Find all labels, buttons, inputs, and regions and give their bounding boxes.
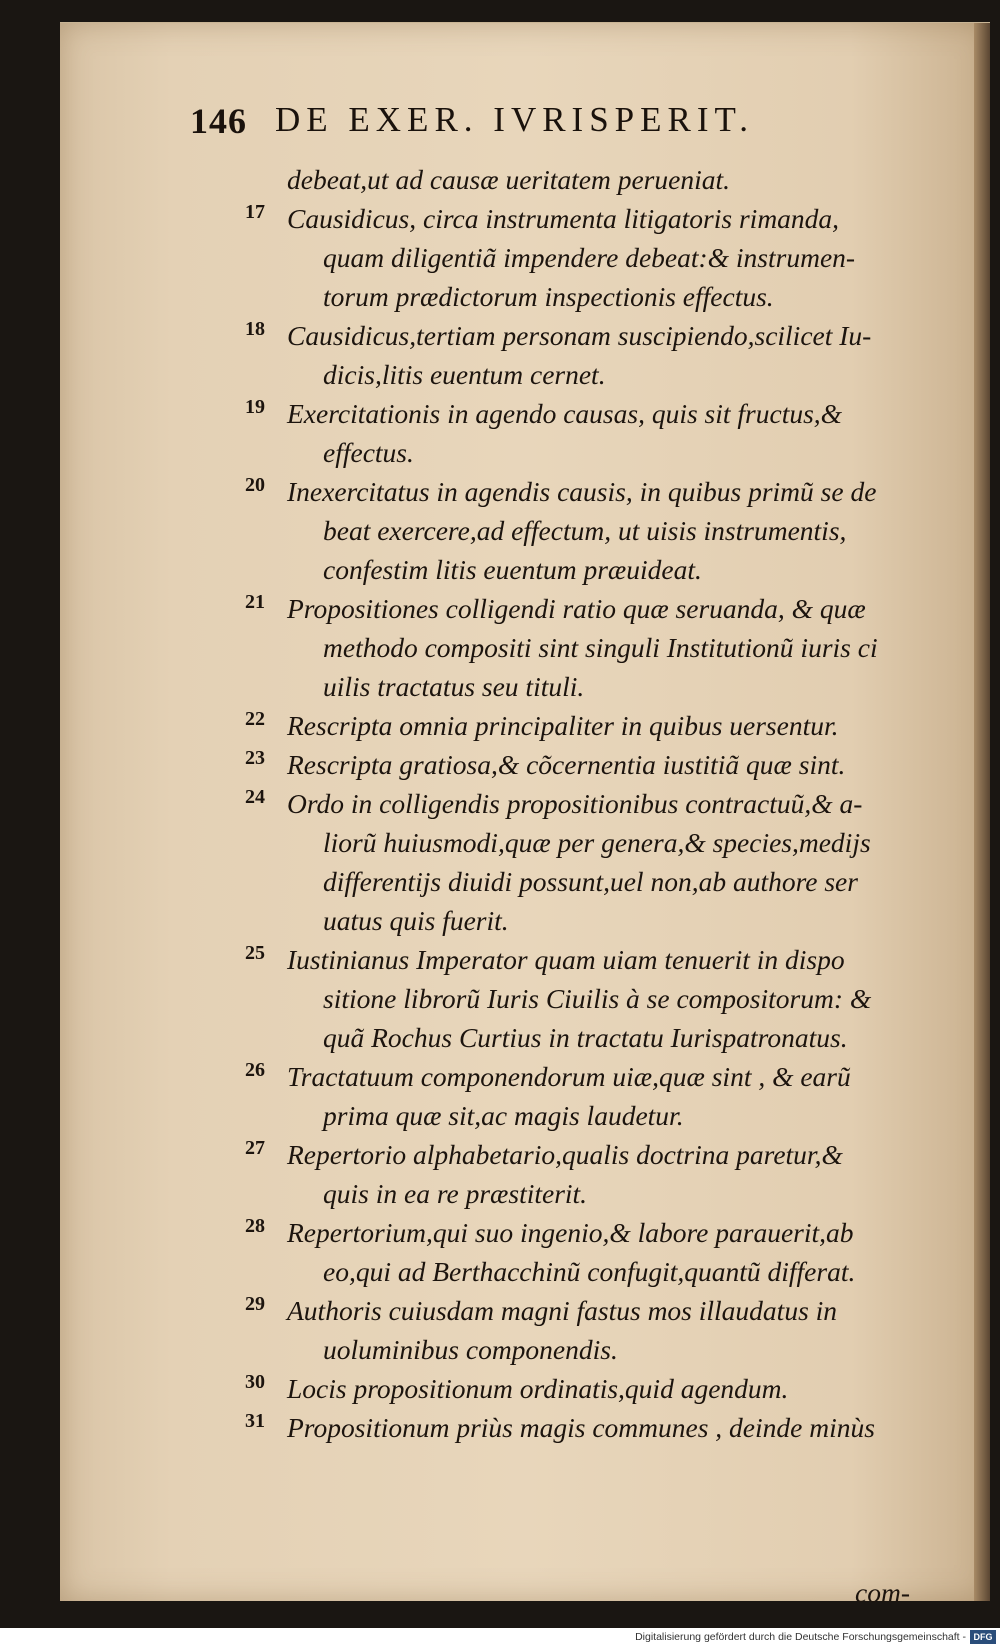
entry-number: 22 [245, 708, 265, 730]
entry-line: Tractatuum componendorum uiæ,quæ sint , & earũ [287, 1061, 851, 1092]
entry-line: Causidicus, circa instrumenta litigatoris rimanda, [287, 203, 840, 234]
index-entry [245, 784, 945, 940]
entry-line: uilis tractatus seu tituli. [323, 671, 585, 702]
index-entry [245, 1408, 945, 1447]
entry-number: 19 [245, 396, 265, 418]
entry-line: liorũ huiusmodi,quæ per genera,& species,medijs [323, 827, 871, 858]
entry-line: quã Rochus Curtius in tractatu Iurispatronatus. [323, 1022, 848, 1053]
entry-line: Causidicus,tertiam personam suscipiendo,scilicet Iu- [287, 320, 872, 351]
page-number: 146 [190, 101, 247, 141]
index-entry [245, 394, 945, 472]
entry-line: Repertorio alphabetario,qualis doctrina paretur,& [287, 1139, 843, 1170]
index-entry [245, 1057, 945, 1135]
entry-line: effectus. [323, 437, 414, 468]
entry-number: 29 [245, 1293, 265, 1315]
entry-line: dicis,litis euentum cernet. [323, 359, 606, 390]
entry-line: differentijs diuidi possunt,uel non,ab authore ser [323, 866, 858, 897]
entry-number: 30 [245, 1371, 265, 1393]
entry-line: Iustinianus Imperator quam uiam tenuerit in dispo [287, 944, 845, 975]
entry-line: Exercitationis in agendo causas, quis sit fructus,& [287, 398, 843, 429]
index-entry [245, 199, 945, 316]
entry-number: 24 [245, 786, 265, 808]
entry-line: Propositiones colligendi ratio quæ seruanda, & quæ [287, 593, 866, 624]
entry-line: Repertorium,qui suo ingenio,& labore parauerit,ab [287, 1217, 854, 1248]
entry-line: Authoris cuiusdam magni fastus mos illaudatus in [287, 1295, 838, 1326]
dfg-logo: DFG [970, 1630, 996, 1644]
entry-line: beat exercere,ad effectum, ut uisis instrumentis, [323, 515, 847, 546]
entry-line: quis in ea re præstiterit. [323, 1178, 588, 1209]
catchword: com- [855, 1577, 910, 1608]
entry-number: 31 [245, 1410, 265, 1432]
index-entry [245, 706, 945, 745]
entry-line: debeat,ut ad causæ ueritatem perueniat. [287, 164, 730, 195]
entry-line: Rescripta omnia principaliter in quibus uersentur. [287, 710, 839, 741]
index-entry [245, 1369, 945, 1408]
running-title: DE EXER. IVRISPERIT. [275, 100, 755, 139]
entry-line: methodo compositi sint singuli Institutionũ iuris ci [323, 632, 878, 663]
page-gutter-edge [974, 23, 990, 1601]
index-entry [245, 940, 945, 1057]
entry-number: 28 [245, 1215, 265, 1237]
entry-line: Rescripta gratiosa,& cõcernentia iustitiã quæ sint. [287, 749, 846, 780]
entry-line: quam diligentiã impendere debeat:& instrumen- [323, 242, 856, 273]
entry-number: 17 [245, 201, 265, 223]
index-entries [245, 160, 945, 1447]
entry-line: Locis propositionum ordinatis,quid agendum. [287, 1373, 789, 1404]
funding-credit: Digitalisierung gefördert durch die Deutsche Forschungsgemeinschaft - [635, 1631, 966, 1643]
entry-line: confestim litis euentum præuideat. [323, 554, 702, 585]
entry-number: 18 [245, 318, 265, 340]
entry-line: Propositionum priùs magis communes , deinde minùs [287, 1412, 875, 1443]
entry-line: eo,qui ad Berthacchinũ confugit,quantũ differat. [323, 1256, 856, 1287]
index-entry [245, 316, 945, 394]
index-entry [245, 1213, 945, 1291]
entry-line: uoluminibus componendis. [323, 1334, 618, 1365]
entry-line: prima quæ sit,ac magis laudetur. [323, 1100, 684, 1131]
entry-line: sitione librorũ Iuris Ciuilis à se compositorum: & [323, 983, 872, 1014]
entry-number: 20 [245, 474, 265, 496]
entry-line: uatus quis fuerit. [323, 905, 509, 936]
index-entry [245, 160, 945, 199]
index-entry [245, 589, 945, 706]
entry-number: 25 [245, 942, 265, 964]
index-entry [245, 472, 945, 589]
entry-number: 26 [245, 1059, 265, 1081]
entry-line: Ordo in colligendis propositionibus contractuũ,& a- [287, 788, 863, 819]
entry-line: Inexercitatus in agendis causis, in quibus primũ se de [287, 476, 877, 507]
entry-number: 27 [245, 1137, 265, 1159]
entry-line: torum prædictorum inspectionis effectus. [323, 281, 774, 312]
index-entry [245, 745, 945, 784]
entry-number: 21 [245, 591, 265, 613]
entry-number: 23 [245, 747, 265, 769]
index-entry [245, 1291, 945, 1369]
index-entry [245, 1135, 945, 1213]
page-header [190, 100, 950, 150]
